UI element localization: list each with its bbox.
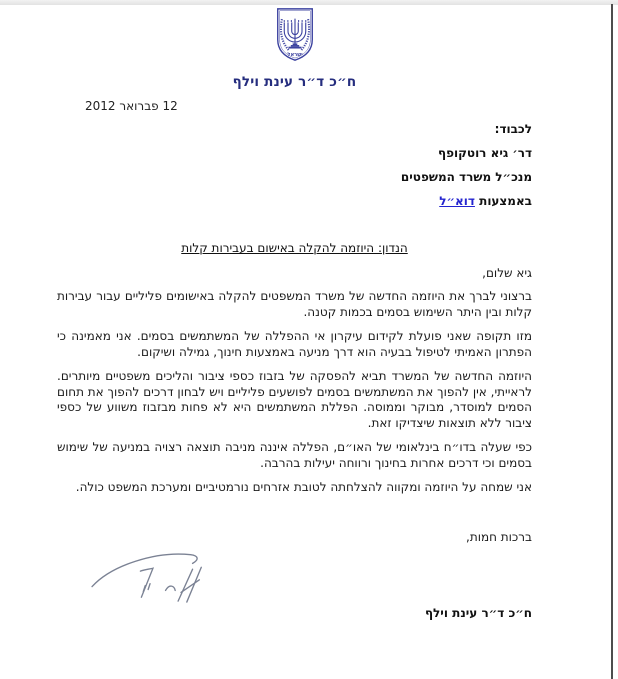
recipient-role: מנכ״ל משרד המשפטים (400, 170, 532, 184)
email-link[interactable]: דוא״ל (439, 194, 475, 208)
body-paragraph: מזו תקופה שאני פועלת לקידום עיקרון אי ההפללה של המשתמשים בסמים. אני מאמינה כי הפתרון האמיתי לטיפול בבעיה הוא דרך מניעה באמצעות חינוך, גמילה ושיקום. (57, 329, 532, 359)
body-paragraph: ברצוני לברך את היוזמה החדשה של משרד המשפטים להקלה באישומים פליליים עבור עבירות קלות ובין היתר השימוש בסמים בכמות קטנה. (57, 289, 532, 319)
recipient-name: דר׳ גיא רוטקופף (437, 146, 532, 160)
recipient-block (57, 121, 532, 209)
closing: ברכות חמות, (466, 529, 532, 544)
letter-date: 12 פברואר 2012 (85, 99, 178, 113)
body-paragraph: היוזמה החדשה של המשרד תביא להפסקה של בזבוז כספי ציבור והליכים משפטיים מיותרים. לראייתי, אין להפוך את המשתמשים בסמים לפושעים פליליים ויש לבחון דרכים להפוך את תחום הסמים למוסדר, מבוקר וממוסה. הפללת המשתמשים היא לא פחות מבזבוז משווע של כספי ציבור ללא תוצאות שיצדיקו זאת. (57, 369, 532, 430)
signature-block (57, 546, 532, 604)
handwritten-signature-icon (77, 546, 227, 604)
letterhead-title: ח״כ ד״ר עינת וילף (232, 74, 357, 90)
greeting: גיא שלום, (482, 266, 532, 280)
body-paragraph: אני שמחה על היוזמה ומקווה להצלחתה לטובת אזרחים נורמטיביים ומערכת המשפט כולה. (75, 480, 532, 494)
emblem-caption: ישראל (286, 51, 303, 58)
delivery-method-prefix: באמצעות (474, 194, 532, 208)
delivery-method-line (57, 193, 532, 209)
body-paragraph: כפי שעלה בדו״ח בינלאומי של האו״ם, הפללה איננה מניבה תוצאה רצויה במניעה של שימוש בסמים וכי דרכים אחרות בחינוך ורווחה יעילות בהרבה. (57, 440, 532, 470)
subject-line: הנדון: היוזמה להקלה באישום בעבירות קלות (181, 241, 408, 255)
recipient-salutation: לכבוד: (494, 122, 532, 136)
letterhead (57, 7, 532, 90)
signoff: ח״כ ד״ר עינת וילף (424, 605, 532, 620)
israel-state-emblem-icon (257, 7, 333, 63)
